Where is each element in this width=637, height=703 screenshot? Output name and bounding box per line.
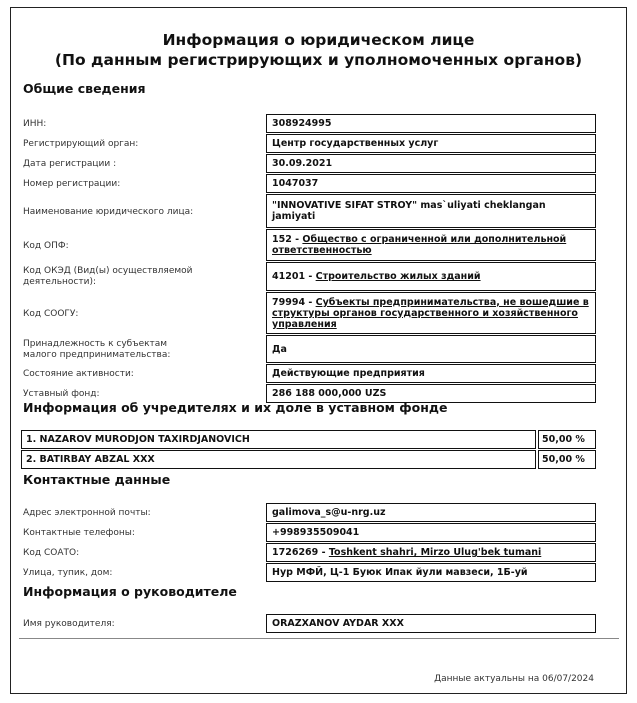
field-label: Улица, тупик, дом: [23, 568, 113, 578]
field-value-opf-code: 152 - Общество с ограниченной или дополнительной ответственностью [266, 229, 596, 261]
code: 1726269 [272, 547, 319, 558]
page-title [11, 30, 626, 70]
field-value-legal-name: "INNOVATIVE SIFAT STROY" mas`uliyati cheklangan jamiyati [266, 194, 596, 228]
field-label: Дата регистрации : [23, 159, 117, 169]
field-label: Код ОПФ: [23, 241, 69, 251]
field-label: Адрес электронной почты: [23, 508, 151, 518]
field-label: Наименование юридического лица: [23, 207, 194, 217]
section-heading-founders: Информация об учредителях и их доле в уставном фонде [23, 400, 448, 415]
field-value-director-name: ORAZXANOV AYDAR XXX [266, 614, 596, 633]
section-heading-director: Информация о руководителе [23, 584, 237, 599]
oked-link[interactable]: Строительство жилых зданий [315, 271, 481, 282]
field-label: Имя руководителя: [23, 619, 115, 629]
field-label: ИНН: [23, 119, 47, 129]
field-label: Номер регистрации: [23, 179, 121, 189]
title-line-2: (По данным регистрирующих и уполномоченных органов) [54, 51, 583, 69]
field-label: Код ОКЭД (Вид(ы) осуществляемой деятельности): [23, 266, 193, 287]
document-frame [10, 7, 627, 694]
field-value-address: Нур МФЙ, Ц-1 Буюк Ипак йули мавзеси, 1Б-уй [266, 563, 596, 582]
section-heading-general: Общие сведения [23, 81, 146, 96]
code: 41201 [272, 271, 306, 282]
section-heading-contacts: Контактные данные [23, 472, 171, 487]
founder-share: 50,00 % [538, 430, 596, 449]
founder-name: 2. BATIRBAY ABZAL XXX [21, 450, 536, 469]
field-value-registering-body: Центр государственных услуг [266, 134, 596, 153]
field-value-charter-fund: 286 188 000,000 UZS [266, 384, 596, 403]
field-label: Уставный фонд: [23, 389, 100, 399]
field-label: Контактные телефоны: [23, 528, 135, 538]
founder-row [21, 450, 596, 469]
field-value-oked-code: 41201 - Строительство жилых зданий [266, 262, 596, 291]
field-value-registration-date: 30.09.2021 [266, 154, 596, 173]
field-value-phones: +998935509041 [266, 523, 596, 542]
data-actual-date: Данные актуальны на 06/07/2024 [434, 674, 594, 684]
field-label: Регистрирующий орган: [23, 139, 139, 149]
founder-name: 1. NAZAROV MURODJON TAXIRDJANOVICH [21, 430, 536, 449]
field-label: Код СОАТО: [23, 548, 80, 558]
field-label: Код СООГУ: [23, 309, 79, 319]
code: 152 [272, 234, 292, 245]
field-value-activity-status: Действующие предприятия [266, 364, 596, 383]
title-line-1: Информация о юридическом лице [162, 31, 475, 49]
founder-share: 50,00 % [538, 450, 596, 469]
field-value-soogu-code: 79994 - Субъекты предпринимательства, не вошедшие в структуры органов государственного и хозяйственного управления [266, 292, 596, 334]
divider [19, 638, 619, 639]
founder-row [21, 430, 596, 449]
field-value-email: galimova_s@u-nrg.uz [266, 503, 596, 522]
code: 79994 [272, 296, 306, 308]
field-value-small-business: Да [266, 335, 596, 363]
soato-link[interactable]: Toshkent shahri, Mirzo Ulug'bek tumani [328, 547, 542, 558]
field-label: Состояние активности: [23, 369, 134, 379]
soogu-link[interactable]: Субъекты предпринимательства, не вошедшие в структуры органов государственного и хозяйственного управления [272, 296, 589, 330]
field-value-inn: 308924995 [266, 114, 596, 133]
field-value-registration-number: 1047037 [266, 174, 596, 193]
field-label: Принадлежность к субъектам малого предпринимательства: [23, 339, 171, 360]
opf-link[interactable]: Общество с ограниченной или дополнительной ответственностью [272, 234, 567, 256]
field-value-soato-code: 1726269 - Toshkent shahri, Mirzo Ulug'bek tumani [266, 543, 596, 562]
